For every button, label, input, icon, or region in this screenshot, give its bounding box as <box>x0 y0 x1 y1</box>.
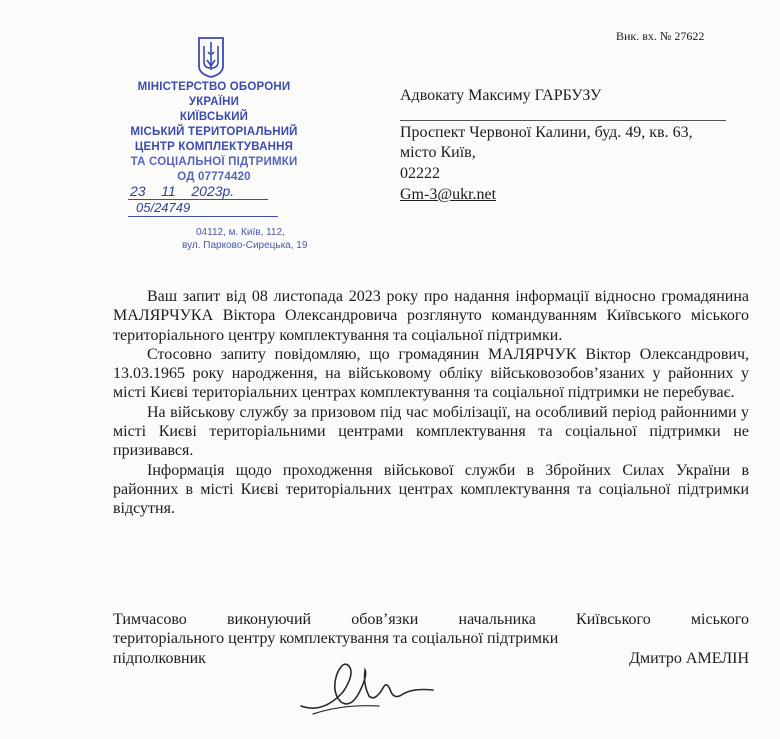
stamp-line: ТА СОЦІАЛЬНОЇ ПІДТРИМКИ <box>130 156 298 168</box>
addressee-street: Проспект Червоної Калини, буд. 49, кв. 63, <box>400 124 693 141</box>
signatory-name: Дмитро АМЕЛІН <box>629 649 749 667</box>
signatory-position-line1: Тимчасово виконуючий обов’язки начальника Київського міського <box>113 611 749 628</box>
reg-day: 23 <box>130 183 146 199</box>
addressee-name: Адвокату Максиму ГАРБУЗУ <box>400 87 602 104</box>
addressee-rule <box>400 120 726 121</box>
addressee-postcode: 02222 <box>400 165 440 182</box>
stamp-address <box>182 226 402 252</box>
body-paragraph: На військову службу за призовом під час мобілізації, на особливий період районними у місті Києві територіальними центрами комплектування та соціальної підтримки не призивався. <box>113 403 749 460</box>
registration-date <box>130 183 234 199</box>
trident-emblem-icon <box>196 36 226 78</box>
stamp-line: ОД 07774420 <box>177 171 251 183</box>
signatory-rank: підполковник <box>113 649 206 667</box>
handwritten-signature <box>283 644 443 724</box>
signatory-position-line2: територіального центру комплектування та соціальної підтримки <box>113 630 559 648</box>
registration-number: 05/24749 <box>136 200 191 215</box>
stamp-line: МІНІСТЕРСТВО ОБОРОНИ <box>137 81 291 93</box>
incoming-number: Вик. вх. № 27622 <box>616 29 705 43</box>
stamp-line: ЦЕНТР КОМПЛЕКТУВАННЯ <box>134 141 294 153</box>
stamp-line: УКРАЇНИ <box>188 96 240 108</box>
letter-body <box>113 287 749 519</box>
reg-year: 2023р. <box>191 183 235 199</box>
stamp-address-line: 04112, м. Київ, 112, <box>196 227 285 238</box>
number-underline <box>128 216 278 217</box>
stamp-text <box>108 80 320 185</box>
body-paragraph: Стосовно запиту повідомляю, що громадянин МАЛЯРЧУК Віктор Олександрович, 13.03.1965 року народження, на військовому обліку військовозобов’язаних у районних у місті Києві територіальних центрах комплектування та соціальної підтримки не перебуває. <box>113 345 749 402</box>
addressee-city: місто Київ, <box>400 144 476 161</box>
addressee-email: Gm-3@ukr.net <box>400 186 497 203</box>
stamp-line: КИЇВСЬКИЙ <box>179 111 249 123</box>
stamp-line: МІСЬКИЙ ТЕРИТОРІАЛЬНИЙ <box>130 126 298 138</box>
body-paragraph: Інформація щодо проходження військової служби в Збройних Силах України в районних в місті Києві територіальних центрах комплектування та соціальної підтримки відсутня. <box>113 461 749 518</box>
stamp-address-line: вул. Парково-Сирецька, 19 <box>182 240 308 251</box>
reg-month: 11 <box>161 183 176 199</box>
body-paragraph: Ваш запит від 08 листопада 2023 року про надання інформації відносно громадянина МАЛЯРЧУКА Віктора Олександровича розглянуто командуванням Київського міського територіального центру комплектування та соціальної підтримки. <box>113 288 749 344</box>
